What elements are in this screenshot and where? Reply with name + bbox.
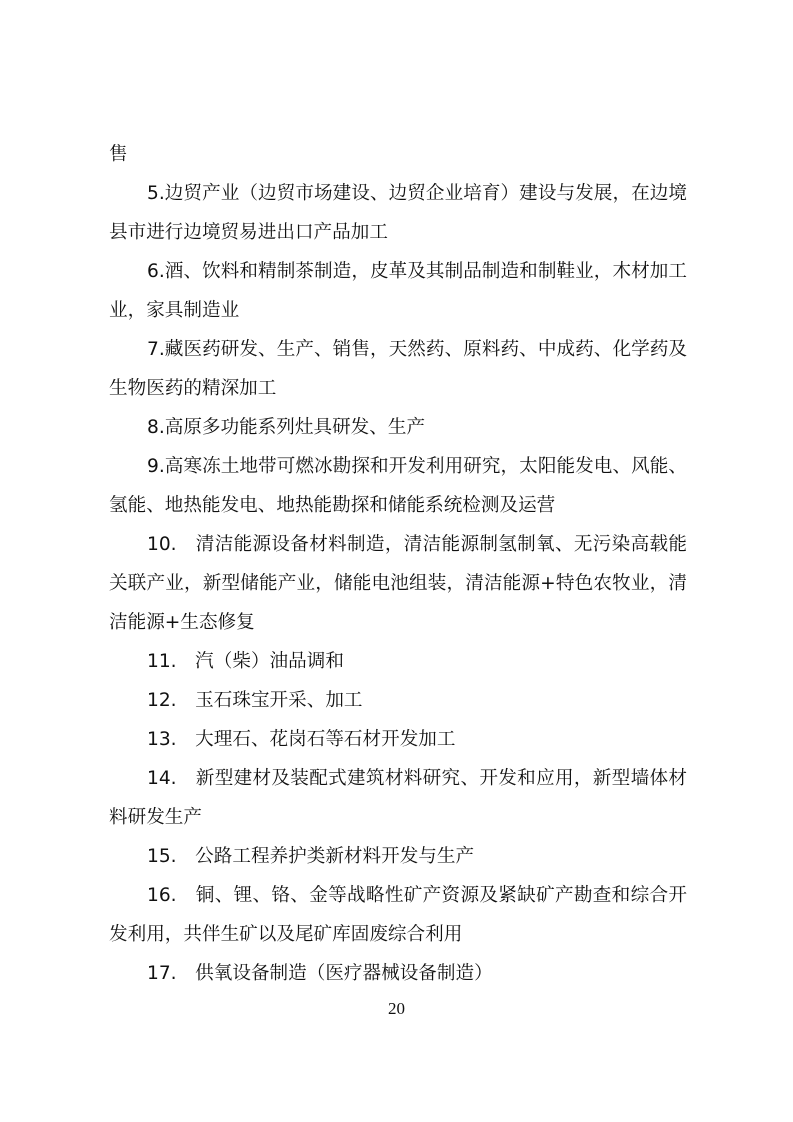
list-item-17: 17. 供氧设备制造（医疗器械设备制造） <box>147 963 493 984</box>
list-item-5: 5.边贸产业（边贸市场建设、边贸企业培育）建设与发展，在边境县市进行边境贸易进出口产品加工 <box>109 183 687 243</box>
list-item-15: 15. 公路工程养护类新材料开发与生产 <box>147 846 475 867</box>
list-item-7: 7.藏医药研发、生产、销售，天然药、原料药、中成药、化学药及生物医药的精深加工 <box>109 339 687 399</box>
paragraph-continuation: 售 <box>109 144 128 165</box>
list-item-16: 16. 铜、锂、铬、金等战略性矿产资源及紧缺矿产勘查和综合开发利用，共伴生矿以及尾矿库固废综合利用 <box>109 885 687 945</box>
list-item-14: 14. 新型建材及装配式建筑材料研究、开发和应用，新型墙体材料研发生产 <box>109 768 687 828</box>
list-item-6: 6.酒、饮料和精制茶制造，皮革及其制品制造和制鞋业，木材加工业，家具制造业 <box>109 261 687 321</box>
page-number: 20 <box>388 999 405 1018</box>
body-text <box>109 135 687 993</box>
list-item-8: 8.高原多功能系列灶具研发、生产 <box>147 417 426 438</box>
list-item-13: 13. 大理石、花岗石等石材开发加工 <box>147 729 456 750</box>
list-item-9: 9.高寒冻土地带可燃冰勘探和开发利用研究，太阳能发电、风能、氢能、地热能发电、地热能勘探和储能系统检测及运营 <box>109 456 687 516</box>
list-item-10: 10. 清洁能源设备材料制造，清洁能源制氢制氧、无污染高载能关联产业，新型储能产业，储能电池组装，清洁能源+特色农牧业，清洁能源+生态修复 <box>109 534 687 633</box>
list-item-11: 11. 汽（柴）油品调和 <box>147 651 344 672</box>
list-item-12: 12. 玉石珠宝开采、加工 <box>147 690 363 711</box>
